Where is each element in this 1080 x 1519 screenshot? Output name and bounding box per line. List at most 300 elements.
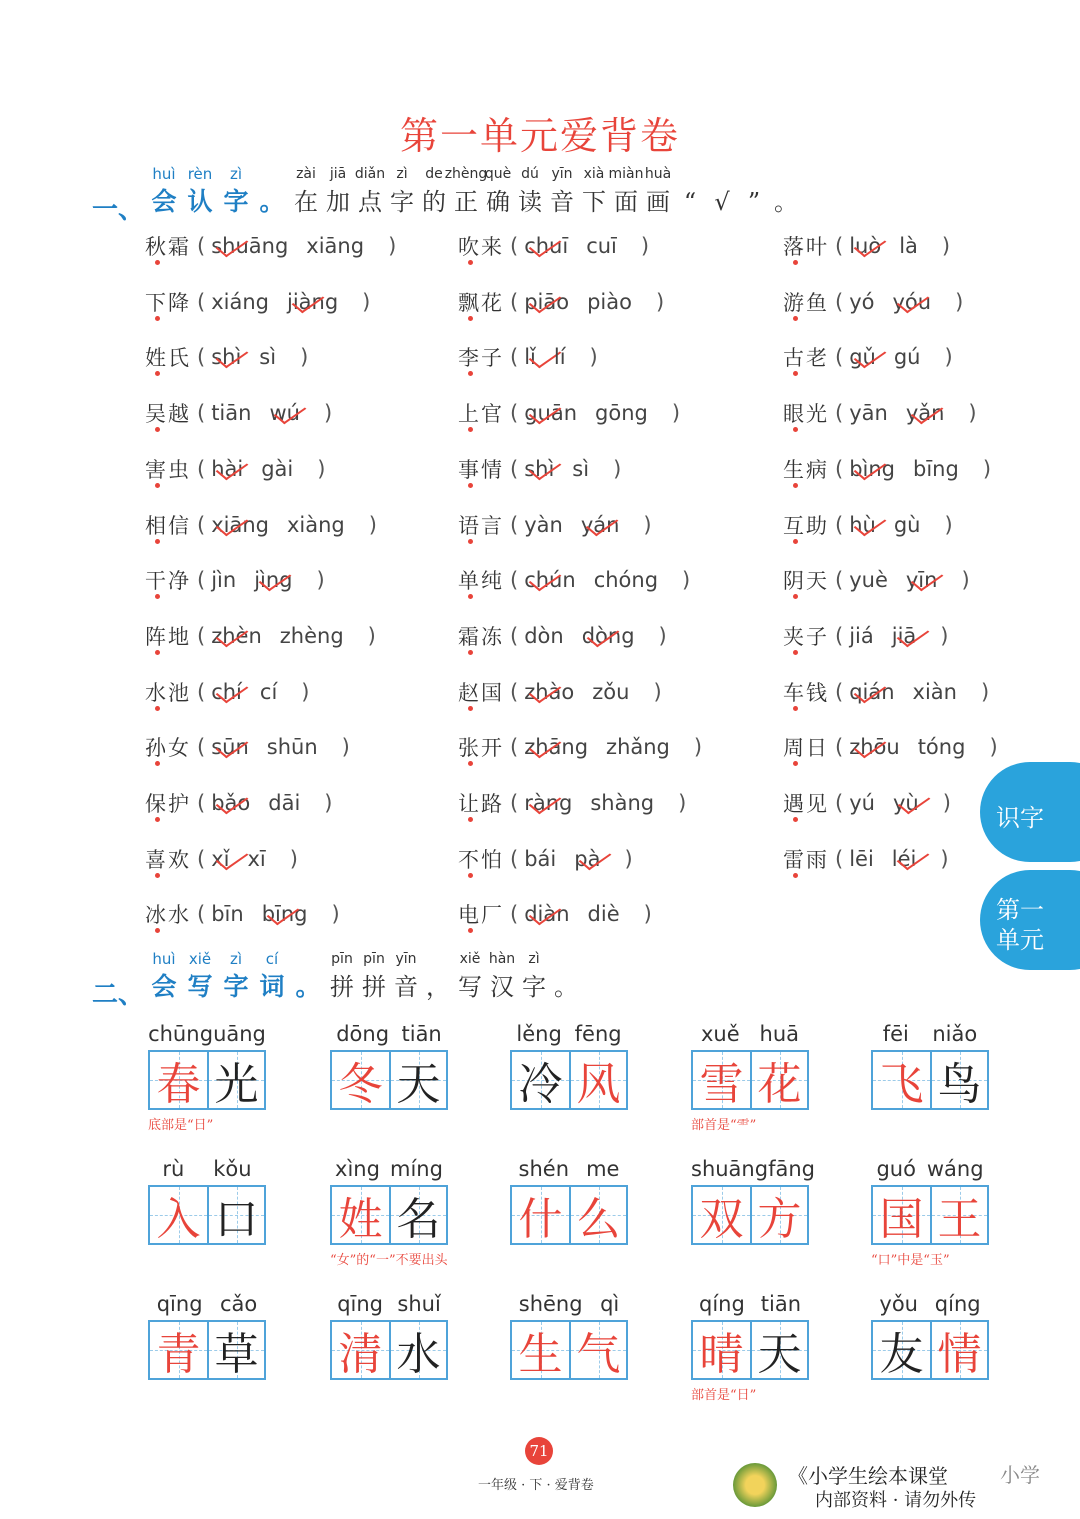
close-paren: )	[693, 735, 703, 760]
close-paren: )	[944, 345, 953, 370]
writing-card	[148, 1153, 266, 1245]
pinyin-option[interactable]: zhōu	[849, 735, 900, 760]
pinyin-option[interactable]: tóng	[917, 735, 966, 760]
pinyin-option[interactable]: bīng	[913, 456, 959, 481]
tian-cell	[693, 1187, 750, 1243]
written-character: 天	[396, 1059, 441, 1110]
section1-instruction-hanzi: ”	[747, 188, 761, 216]
section2-number: 二、	[92, 980, 145, 1010]
reading-item	[145, 222, 402, 270]
open-paren: (	[197, 401, 206, 426]
check-mark-icon	[854, 456, 887, 480]
open-paren: (	[197, 791, 206, 815]
close-paren: )	[341, 735, 350, 760]
section1-title-hanzi: 字	[223, 187, 249, 216]
card-pinyin	[148, 1288, 266, 1320]
emphasis-dot	[468, 817, 473, 822]
open-paren: (	[835, 735, 844, 760]
pinyin-option[interactable]: yó	[849, 289, 875, 314]
pinyin-option[interactable]: yān	[849, 401, 888, 426]
pinyin-option[interactable]: shì	[211, 345, 241, 369]
reading-word: 让路	[458, 788, 504, 818]
close-paren: )	[643, 902, 652, 927]
open-paren: (	[835, 568, 844, 593]
tian-cell	[150, 1322, 207, 1378]
reading-item	[783, 278, 969, 326]
pinyin-option[interactable]: bái	[524, 846, 557, 871]
section2-instruction-char	[390, 948, 422, 1004]
check-mark-icon	[266, 901, 299, 925]
pinyin-option[interactable]: zhèng	[279, 623, 344, 648]
pinyin-option[interactable]: shuāng	[211, 234, 289, 258]
check-mark-icon	[216, 344, 249, 368]
reading-word: 害虫	[145, 454, 191, 484]
pinyin-syllable: shuāng	[691, 1157, 769, 1181]
reading-word: 相信	[145, 510, 191, 540]
pinyin-option[interactable]: gōng	[595, 401, 648, 426]
open-paren: (	[510, 568, 519, 593]
pinyin-option[interactable]: guān	[524, 401, 578, 426]
pinyin-option[interactable]: chóng	[593, 568, 659, 593]
page-title: 第一单元爱背卷	[399, 114, 680, 158]
emphasis-dot	[155, 539, 160, 544]
section1-instruction-pinyin: què	[484, 166, 512, 182]
section1-instruction-hanzi: “	[683, 188, 697, 216]
section1-title-hanzi: 会	[151, 187, 177, 216]
pinyin-option[interactable]: zhèn	[211, 623, 262, 648]
pinyin-option[interactable]: xiāng	[211, 512, 269, 537]
open-paren: (	[510, 679, 519, 704]
written-character: 草	[214, 1329, 259, 1380]
pinyin-option[interactable]: gú	[893, 345, 921, 370]
pinyin-syllable: qì	[600, 1292, 620, 1316]
reading-item	[458, 501, 658, 549]
check-mark-icon	[216, 511, 249, 535]
emphasis-dot	[793, 260, 798, 265]
open-paren: (	[835, 623, 844, 648]
tian-grid-box	[330, 1185, 448, 1245]
open-paren: (	[510, 234, 519, 258]
tab-literacy[interactable]	[980, 762, 1080, 862]
written-character: 么	[576, 1194, 621, 1245]
pinyin-option[interactable]: sì	[259, 345, 277, 370]
pinyin-option[interactable]: yù	[893, 791, 919, 815]
check-mark-icon	[529, 456, 562, 480]
reading-item	[783, 501, 959, 549]
section2-title-pinyin: zì	[229, 950, 243, 968]
pinyin-option[interactable]: shì	[524, 457, 554, 481]
section1-instruction-char	[290, 163, 322, 219]
written-character: 鸟	[937, 1059, 982, 1110]
close-paren: )	[682, 568, 691, 593]
pinyin-option[interactable]: zhǎng	[606, 735, 670, 760]
section1-instruction-pinyin: zì	[396, 166, 408, 182]
pinyin-option[interactable]: piào	[587, 289, 632, 314]
close-paren: )	[940, 846, 949, 871]
pinyin-option[interactable]: gù	[893, 512, 921, 537]
pinyin-option[interactable]: xiáng	[211, 289, 269, 314]
pinyin-syllable: xuě	[700, 1022, 740, 1046]
reading-word: 下降	[145, 287, 191, 317]
tian-grid-box	[871, 1050, 989, 1110]
tian-cell	[693, 1322, 750, 1378]
pinyin-option[interactable]: gǔ	[849, 345, 876, 369]
section2-instruction-hanzi: 拼	[330, 973, 354, 1001]
pinyin-syllable: huā	[759, 1022, 800, 1046]
reading-word: 周日	[783, 732, 829, 762]
pinyin-option[interactable]: yàn	[524, 512, 563, 537]
reading-item	[783, 723, 1004, 771]
section1-instruction-hanzi: 正	[454, 188, 478, 216]
pinyin-syllable: qīng	[337, 1292, 383, 1316]
emphasis-dot	[468, 873, 473, 878]
close-paren: )	[653, 679, 662, 704]
section1-instruction-pinyin: miàn	[608, 166, 644, 182]
section2-title-hanzi: 词	[259, 972, 285, 1001]
pinyin-option[interactable]: pà	[574, 847, 600, 871]
writing-card	[871, 1018, 989, 1110]
check-mark-icon	[529, 678, 562, 702]
reading-item	[783, 668, 995, 716]
pinyin-option[interactable]: xǐ	[211, 847, 229, 871]
reading-word: 互助	[783, 510, 829, 540]
section1-instruction-pinyin: yīn	[551, 166, 573, 182]
reading-word: 古老	[783, 342, 829, 372]
open-paren: (	[835, 512, 844, 537]
open-paren: (	[197, 735, 206, 760]
tian-grid-box	[148, 1050, 266, 1110]
pinyin-option[interactable]: zhāng	[524, 735, 589, 760]
pinyin-option[interactable]: là	[899, 234, 918, 258]
reading-item	[145, 278, 376, 326]
check-mark-icon	[529, 790, 562, 814]
reading-item	[145, 333, 314, 381]
section2-instruction-pinyin: pīn	[331, 951, 353, 967]
pinyin-option[interactable]: lǐ	[524, 345, 536, 369]
check-mark-icon	[216, 734, 249, 758]
open-paren: (	[197, 512, 206, 537]
section2-instruction-pinyin: hàn	[488, 951, 516, 967]
pinyin-option[interactable]: shūn	[266, 735, 318, 760]
section2-instruction-hanzi: 汉	[490, 973, 514, 1001]
check-mark-icon	[529, 901, 562, 925]
written-character: 姓	[338, 1194, 383, 1245]
section1-instruction-pinyin: xià	[583, 166, 605, 182]
tian-grid-box	[691, 1320, 809, 1380]
check-mark-icon	[216, 623, 249, 647]
open-paren: (	[197, 456, 206, 481]
written-character: 友	[879, 1329, 924, 1380]
publisher-logo	[733, 1463, 777, 1507]
pinyin-syllable: fēng	[574, 1022, 622, 1046]
emphasis-dot	[155, 650, 160, 655]
section1-instruction-hanzi: 确	[486, 188, 510, 216]
section1-title-hanzi: 认	[187, 187, 213, 216]
pinyin-option[interactable]: tiān	[211, 401, 252, 426]
section1-instruction-pinyin: huà	[644, 166, 672, 182]
tian-cell	[150, 1187, 207, 1243]
pinyin-option[interactable]: piāo	[524, 289, 570, 314]
reading-item	[145, 556, 331, 604]
written-character: 双	[699, 1194, 744, 1245]
emphasis-dot	[793, 483, 798, 488]
emphasis-dot	[155, 594, 160, 599]
reading-item	[145, 779, 339, 827]
open-paren: (	[835, 679, 844, 704]
pinyin-syllable: tiān	[760, 1292, 802, 1316]
tab-unit-one[interactable]	[980, 870, 1080, 970]
pinyin-syllable: míng	[390, 1157, 443, 1181]
section2-instruction-char	[486, 948, 518, 1004]
emphasis-dot	[155, 928, 160, 933]
pinyin-option[interactable]: bǎo	[211, 791, 251, 815]
tab-literacy-label: 识字	[996, 804, 1044, 832]
section2-instruction-hanzi: 。	[554, 973, 578, 1001]
open-paren: (	[835, 234, 844, 258]
reading-item	[783, 779, 957, 827]
close-paren: )	[367, 623, 376, 648]
close-paren: )	[961, 568, 970, 593]
pinyin-syllable: guāng	[199, 1022, 266, 1046]
section2-instruction-hanzi: 写	[458, 973, 482, 1001]
pinyin-option[interactable]: jiá	[849, 623, 874, 648]
pinyin-option[interactable]: luò	[849, 234, 881, 258]
section2-title-pinyin: cí	[265, 950, 279, 968]
footer-note: 内部资料 · 请勿外传	[815, 1490, 977, 1511]
reading-item	[145, 668, 316, 716]
reading-item	[458, 278, 670, 326]
emphasis-dot	[468, 427, 473, 432]
written-character: 光	[214, 1059, 259, 1110]
emphasis-dot	[468, 371, 473, 376]
pinyin-option[interactable]: yán	[580, 512, 620, 537]
written-character: 花	[757, 1059, 802, 1110]
written-character: 口	[214, 1194, 259, 1245]
pinyin-option[interactable]: cuī	[586, 234, 617, 258]
pinyin-option[interactable]: yǎn	[905, 401, 945, 426]
reading-item	[145, 501, 383, 549]
tian-cell	[569, 1322, 626, 1378]
close-paren: )	[613, 456, 622, 481]
pinyin-option[interactable]: yú	[849, 791, 875, 815]
section2-instruction-char	[454, 948, 486, 1004]
pinyin-option[interactable]: diè	[587, 902, 620, 927]
pinyin-option[interactable]: zǒu	[592, 679, 630, 704]
pinyin-syllable: qíng	[698, 1292, 745, 1316]
pinyin-syllable: qíng	[934, 1292, 981, 1316]
pinyin-option[interactable]: xiāng	[306, 234, 365, 258]
close-paren: )	[368, 512, 377, 537]
pinyin-option[interactable]: gài	[261, 456, 294, 481]
card-pinyin	[691, 1018, 809, 1050]
emphasis-dot	[793, 650, 798, 655]
section1-title-pinyin: zì	[229, 165, 243, 183]
check-mark-icon	[897, 288, 930, 312]
pinyin-option[interactable]: léi	[892, 847, 917, 871]
check-mark-icon	[529, 233, 562, 257]
reading-item	[145, 445, 331, 493]
emphasis-dot	[793, 594, 798, 599]
pinyin-option[interactable]: qián	[849, 679, 895, 704]
pinyin-syllable: shēng	[518, 1292, 583, 1316]
pinyin-syllable: lěng	[516, 1022, 562, 1046]
tab-unit-one-line1: 第一	[996, 896, 1044, 924]
pinyin-option[interactable]: lí	[553, 345, 566, 370]
pinyin-option[interactable]: sūn	[211, 735, 249, 760]
pinyin-option[interactable]: hài	[211, 457, 243, 481]
card-pinyin	[510, 1018, 628, 1050]
section1-instruction-char	[642, 163, 674, 219]
pinyin-syllable: dōng	[336, 1022, 390, 1046]
open-paren: (	[197, 289, 206, 314]
emphasis-dot	[793, 706, 798, 711]
written-character: 冬	[338, 1059, 383, 1110]
reading-word: 孙女	[145, 732, 191, 762]
close-paren: )	[317, 456, 326, 481]
pinyin-syllable: wáng	[926, 1157, 984, 1181]
tian-grid-box	[691, 1185, 809, 1245]
pinyin-option[interactable]: shàng	[590, 791, 655, 815]
open-paren: (	[835, 456, 844, 481]
written-character: 生	[518, 1329, 563, 1380]
pinyin-option[interactable]: yīn	[906, 568, 938, 592]
tian-grid-box	[148, 1185, 266, 1245]
reading-item	[458, 835, 639, 883]
pinyin-option[interactable]: bìng	[849, 456, 896, 481]
reading-item	[145, 723, 356, 771]
tian-grid-box	[330, 1050, 448, 1110]
emphasis-dot	[793, 873, 798, 878]
tian-cell	[207, 1187, 264, 1243]
section2-title-hanzi: 。	[295, 972, 321, 1001]
pinyin-syllable: shén	[518, 1157, 570, 1181]
pinyin-option[interactable]: diàn	[524, 902, 570, 927]
written-character: 清	[338, 1329, 383, 1380]
close-paren: )	[989, 735, 998, 760]
pinyin-option[interactable]: wú	[269, 401, 300, 425]
section1-instruction-pinyin: diǎn	[354, 166, 386, 182]
tian-cell	[207, 1322, 264, 1378]
reading-word: 雷雨	[783, 844, 829, 874]
card-pinyin	[510, 1288, 628, 1320]
pinyin-option[interactable]: zhào	[524, 679, 575, 704]
writing-card	[691, 1288, 809, 1403]
pinyin-option[interactable]: cí	[259, 679, 278, 704]
section2-instruction-hanzi: 字	[522, 973, 546, 1001]
pinyin-option[interactable]: dòn	[524, 623, 564, 648]
written-character: 名	[396, 1194, 441, 1245]
written-character: 王	[937, 1194, 982, 1245]
section2-title-char	[254, 948, 290, 1004]
open-paren: (	[197, 345, 206, 370]
pinyin-syllable: cǎo	[219, 1292, 258, 1316]
tian-cell	[389, 1322, 446, 1378]
reading-item	[145, 890, 346, 938]
pinyin-option[interactable]: yóu	[892, 289, 932, 314]
reading-item	[458, 222, 655, 270]
reading-word: 保护	[145, 788, 191, 818]
written-character: 春	[156, 1059, 201, 1110]
close-paren: )	[671, 401, 681, 426]
section1-instruction-char	[578, 163, 610, 219]
section2-title-char	[146, 948, 182, 1004]
pinyin-option[interactable]: xī	[247, 846, 266, 871]
section1-instruction-char	[444, 163, 488, 219]
pinyin-syllable: xìng	[335, 1157, 380, 1181]
pinyin-option[interactable]: sì	[572, 456, 590, 481]
section1-instruction-char	[674, 163, 706, 219]
reading-word: 霜冻	[458, 621, 504, 651]
section1-title	[146, 163, 290, 219]
reading-item	[145, 612, 382, 660]
tian-cell	[930, 1322, 987, 1378]
section1-instruction-hanzi: 音	[550, 188, 574, 216]
card-pinyin	[330, 1153, 448, 1185]
tian-grid-box	[691, 1050, 809, 1110]
emphasis-dot	[793, 316, 798, 321]
check-mark-icon	[529, 400, 562, 424]
emphasis-dot	[155, 873, 160, 878]
pinyin-option[interactable]: chí	[211, 680, 242, 704]
pinyin-option[interactable]: ràng	[524, 791, 573, 815]
pinyin-option[interactable]: dāi	[268, 791, 301, 815]
emphasis-dot	[793, 371, 798, 376]
section1-instruction-hanzi: 字	[390, 188, 414, 216]
pinyin-option[interactable]: xiàng	[286, 512, 345, 537]
close-paren: )	[941, 234, 951, 258]
emphasis-dot	[468, 928, 473, 933]
emphasis-dot	[155, 260, 160, 265]
reading-word: 飘花	[458, 287, 504, 317]
reading-word: 姓氏	[145, 342, 191, 372]
reading-word: 赵国	[458, 677, 504, 707]
check-mark-icon	[216, 678, 249, 702]
tian-cell	[150, 1052, 207, 1108]
pinyin-option[interactable]: jiā	[892, 624, 917, 648]
pinyin-option[interactable]: bīng	[261, 902, 308, 927]
close-paren: )	[589, 345, 598, 370]
open-paren: (	[510, 735, 519, 760]
reading-item	[783, 333, 959, 381]
close-paren: )	[955, 289, 964, 314]
tian-cell	[750, 1187, 807, 1243]
pinyin-option[interactable]: jìng	[254, 568, 293, 593]
tian-cell	[512, 1052, 569, 1108]
close-paren: )	[388, 234, 397, 258]
close-paren: )	[658, 623, 667, 648]
section1-instruction-char	[322, 163, 354, 219]
section1-instruction-char	[482, 163, 514, 219]
open-paren: (	[510, 456, 519, 481]
pinyin-option[interactable]: yuè	[849, 568, 888, 593]
pinyin-option[interactable]: lēi	[849, 846, 874, 871]
pinyin-option[interactable]: chuī	[524, 234, 569, 258]
writing-hint: “口”中是“玉”	[871, 1253, 950, 1268]
open-paren: (	[510, 623, 519, 648]
pinyin-option[interactable]: jiàng	[286, 289, 339, 314]
pinyin-option[interactable]: bīn	[211, 902, 244, 927]
reading-item	[458, 779, 692, 827]
pinyin-option[interactable]: hù	[849, 513, 876, 537]
pinyin-option[interactable]: jìn	[211, 568, 237, 593]
close-paren: )	[981, 679, 990, 704]
section1-title-hanzi: 。	[259, 187, 285, 216]
open-paren: (	[197, 234, 206, 258]
pinyin-option[interactable]: chún	[524, 568, 576, 593]
pinyin-option[interactable]: dòng	[581, 623, 635, 648]
tian-cell	[332, 1052, 389, 1108]
pinyin-option[interactable]: xiàn	[912, 679, 957, 704]
